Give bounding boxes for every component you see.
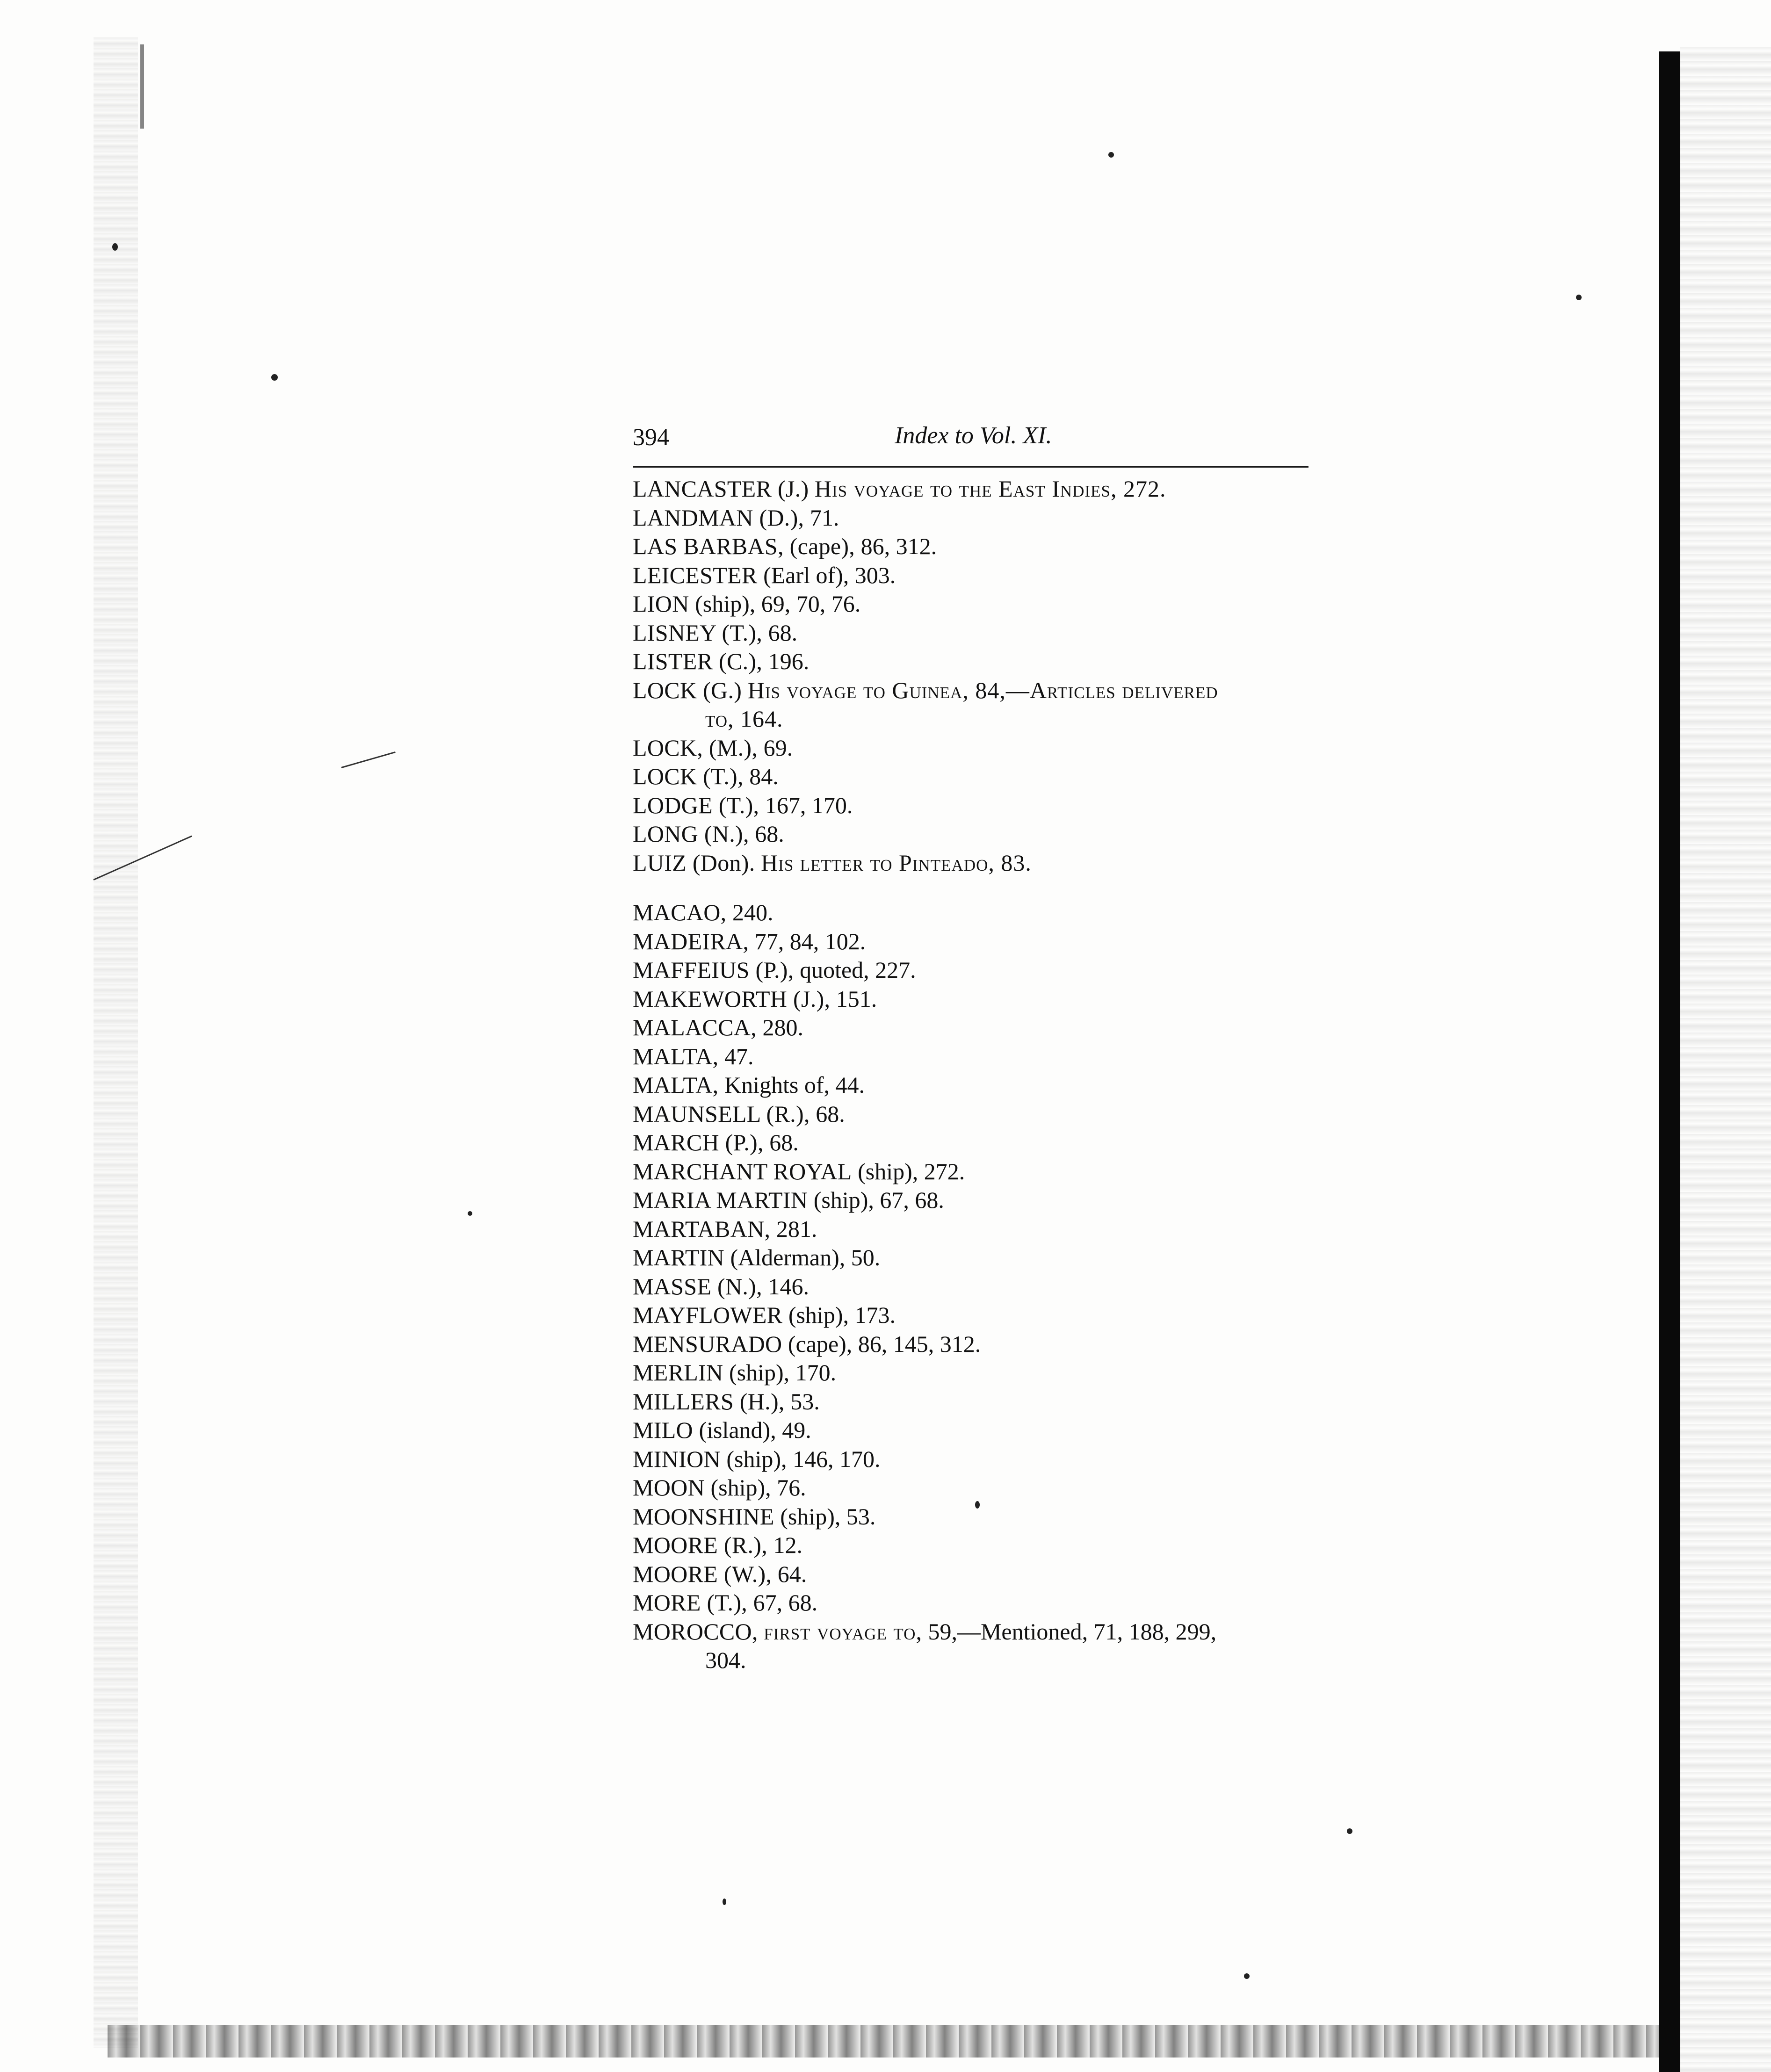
- entry-text: (ship), 76.: [710, 1474, 806, 1501]
- index-entry-moore-w: [633, 1560, 1325, 1589]
- entry-text: 68.: [816, 1100, 845, 1127]
- index-entry-maria-martin: [633, 1186, 1325, 1215]
- entry-headword: MASSE (N.),: [633, 1273, 762, 1300]
- entry-headword: LOCK (T.),: [633, 763, 744, 789]
- entry-headword: LANDMAN (D.),: [633, 504, 804, 531]
- entry-headword: LOCK (G.): [633, 677, 742, 703]
- entry-text: 77, 84, 102.: [754, 928, 866, 954]
- ink-speck: [1347, 1828, 1352, 1834]
- entry-text: 68.: [755, 821, 784, 847]
- entry-headword: LISNEY (T.),: [633, 619, 763, 646]
- section-gap: [633, 877, 1325, 898]
- index-entry-marchant-royal: [633, 1157, 1325, 1186]
- entry-headword: LAS BARBAS, (cape),: [633, 533, 855, 559]
- entry-text: (cape), 86, 145, 312.: [788, 1330, 981, 1357]
- entry-smallcaps-text: first voyage to,: [764, 1618, 922, 1645]
- index-entry-las-barbas: [633, 532, 1325, 561]
- entry-headword: LONG (N.),: [633, 821, 749, 847]
- left-edge-mark: [140, 44, 144, 129]
- entry-headword: MOON: [633, 1474, 705, 1501]
- entry-text: (island), 49.: [699, 1417, 811, 1443]
- entry-text: Knights of, 44.: [724, 1072, 865, 1098]
- entry-headword: MARTIN: [633, 1244, 725, 1271]
- index-entry-lock-g: [633, 676, 1325, 734]
- entry-headword: MAYFLOWER: [633, 1302, 783, 1328]
- ink-speck: [1244, 1973, 1250, 1979]
- entry-text: His letter to Pinteado, 83.: [761, 849, 1032, 876]
- index-entry-malta-knights: [633, 1071, 1325, 1100]
- index-entry-moore-r: [633, 1531, 1325, 1560]
- entry-headword: MADEIRA,: [633, 928, 749, 954]
- entry-headword: LUIZ (Don).: [633, 849, 755, 876]
- entry-headword: LION: [633, 591, 689, 617]
- ink-speck: [468, 1211, 472, 1216]
- entry-text: 151.: [836, 985, 877, 1012]
- entry-text: 196.: [768, 648, 810, 674]
- entry-text: 64.: [777, 1560, 807, 1587]
- entry-continuation: to, 164.: [705, 706, 783, 732]
- index-entry-more: [633, 1588, 1325, 1617]
- entry-text: (ship), 170.: [729, 1359, 837, 1386]
- entry-continuation: 304.: [705, 1647, 746, 1673]
- index-entry-leicester: [633, 561, 1325, 590]
- entry-headword: MERLIN: [633, 1359, 723, 1386]
- entry-headword: MARCHANT ROYAL: [633, 1158, 852, 1184]
- index-entry-landman: [633, 504, 1325, 533]
- page-number: 394: [633, 424, 669, 451]
- entry-text: quoted, 227.: [800, 957, 916, 983]
- entry-text: 84.: [749, 763, 779, 789]
- entry-headword: LODGE (T.),: [633, 792, 759, 818]
- index-entry-macao: [633, 898, 1325, 927]
- right-scan-noise: [1680, 47, 1771, 2072]
- ink-speck: [271, 374, 278, 381]
- index-entry-minion: [633, 1445, 1325, 1474]
- header-rule: [633, 466, 1308, 468]
- entry-headword: LANCASTER (J.): [633, 476, 809, 502]
- left-scan-edge: [94, 37, 138, 2048]
- entry-headword: MAUNSELL (R.),: [633, 1100, 810, 1127]
- index-entry-millers: [633, 1387, 1325, 1416]
- entry-text: (ship), 146, 170.: [726, 1445, 881, 1472]
- entry-text: 53.: [790, 1388, 820, 1415]
- index-entry-list: [633, 475, 1325, 1675]
- index-entry-moon: [633, 1473, 1325, 1502]
- entry-headword: MAFFEIUS (P.),: [633, 957, 794, 983]
- entry-text: 67, 68.: [753, 1589, 818, 1616]
- entry-text: (Alderman), 50.: [730, 1244, 881, 1271]
- entry-text: 69.: [763, 734, 793, 761]
- entry-text: 240.: [732, 899, 773, 925]
- index-entry-lodge: [633, 791, 1325, 820]
- entry-text: 59,—Mentioned, 71, 188, 299,: [928, 1618, 1217, 1645]
- binding-shadow-bar: [1659, 51, 1680, 2072]
- index-entry-masse: [633, 1272, 1325, 1301]
- index-entry-madeira: [633, 927, 1325, 956]
- entry-text: 146.: [768, 1273, 809, 1300]
- entry-text: 86, 312.: [860, 533, 937, 559]
- entry-headword: MOROCCO,: [633, 1618, 758, 1645]
- entry-headword: MACAO,: [633, 899, 727, 925]
- index-entry-morocco: [633, 1617, 1325, 1675]
- running-title: Index to Vol. XI.: [895, 422, 1052, 449]
- page-header: [633, 416, 1308, 463]
- entry-headword: MALTA,: [633, 1043, 719, 1069]
- index-entry-lister: [633, 647, 1325, 676]
- entry-headword: MARCH (P.),: [633, 1129, 764, 1155]
- entry-headword: LEICESTER: [633, 562, 758, 588]
- index-entry-mensurado: [633, 1330, 1325, 1359]
- ink-speck: [1576, 295, 1582, 300]
- index-entry-makeworth: [633, 985, 1325, 1014]
- stray-ink-stroke: [341, 751, 396, 768]
- entry-text: (ship), 67, 68.: [813, 1187, 944, 1213]
- entry-headword: LOCK, (M.),: [633, 734, 758, 761]
- index-entry-lock-t: [633, 762, 1325, 791]
- index-entry-malta: [633, 1042, 1325, 1071]
- entry-text: (ship), 272.: [858, 1158, 965, 1184]
- index-entry-march: [633, 1128, 1325, 1157]
- entry-headword: MARTABAN,: [633, 1215, 771, 1242]
- index-entry-maunsell: [633, 1100, 1325, 1129]
- index-entry-martin: [633, 1243, 1325, 1272]
- index-entry-lion: [633, 590, 1325, 619]
- ink-speck: [1108, 152, 1114, 158]
- index-entry-merlin: [633, 1358, 1325, 1387]
- entry-headword: MENSURADO: [633, 1330, 782, 1357]
- entry-text: 280.: [762, 1014, 803, 1040]
- entry-text: 47.: [724, 1043, 754, 1069]
- index-entry-luiz: [633, 849, 1325, 878]
- entry-headword: MARIA MARTIN: [633, 1187, 808, 1213]
- index-entry-milo: [633, 1416, 1325, 1445]
- index-entry-maffeius: [633, 956, 1325, 985]
- index-entry-long: [633, 820, 1325, 849]
- entry-text: 167, 170.: [765, 792, 853, 818]
- index-entry-lisney: [633, 619, 1325, 648]
- entry-text: (ship), 173.: [788, 1302, 896, 1328]
- entry-headword: LISTER (C.),: [633, 648, 763, 674]
- ink-speck: [112, 243, 118, 251]
- index-entry-moonshine: [633, 1502, 1325, 1531]
- entry-text: His voyage to the East Indies, 272.: [814, 476, 1166, 502]
- entry-text: (Earl of), 303.: [763, 562, 896, 588]
- entry-headword: MAKEWORTH (J.),: [633, 985, 831, 1012]
- entry-headword: MALACCA,: [633, 1014, 757, 1040]
- entry-headword: MALTA,: [633, 1072, 719, 1098]
- entry-text: (ship), 69, 70, 76.: [695, 591, 861, 617]
- entry-text: 71.: [810, 504, 839, 531]
- entry-headword: MILO: [633, 1417, 693, 1443]
- index-entry-mayflower: [633, 1301, 1325, 1330]
- entry-headword: MILLERS (H.),: [633, 1388, 785, 1415]
- bottom-scan-edge: [108, 2025, 1670, 2058]
- entry-headword: MOONSHINE: [633, 1503, 774, 1530]
- index-entry-martaban: [633, 1215, 1325, 1244]
- entry-text: 68.: [769, 1129, 799, 1155]
- entry-text: 12.: [773, 1532, 803, 1558]
- entry-text: His voyage to Guinea, 84,—Articles delivered: [747, 677, 1218, 703]
- entry-headword: MORE (T.),: [633, 1589, 748, 1616]
- entry-text: (ship), 53.: [780, 1503, 876, 1530]
- entry-headword: MOORE (W.),: [633, 1560, 772, 1587]
- entry-headword: MOORE (R.),: [633, 1532, 768, 1558]
- ink-speck: [723, 1899, 726, 1905]
- entry-headword: MINION: [633, 1445, 721, 1472]
- entry-text: 281.: [776, 1215, 817, 1242]
- index-entry-lancaster: [633, 475, 1325, 504]
- index-entry-lock-m: [633, 734, 1325, 763]
- index-entry-malacca: [633, 1013, 1325, 1042]
- entry-text: 68.: [768, 619, 798, 646]
